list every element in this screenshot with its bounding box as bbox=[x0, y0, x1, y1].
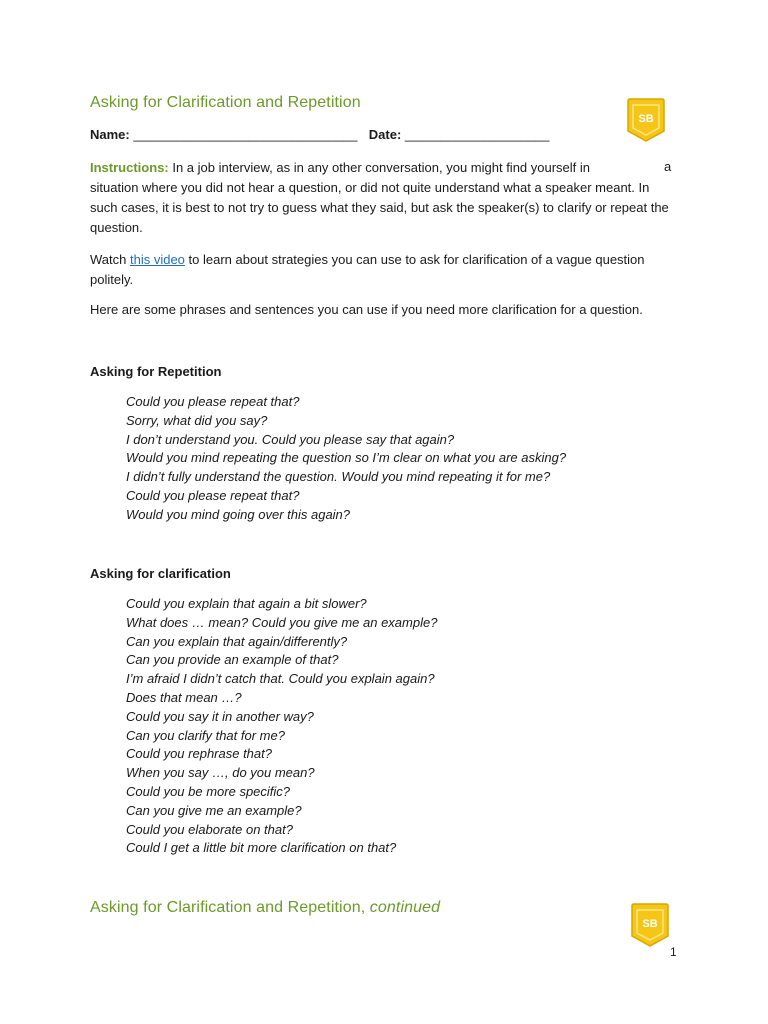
list-item: Does that mean …? bbox=[126, 689, 242, 705]
list-item: Can you clarify that for me? bbox=[126, 727, 285, 743]
instructions-line1: In a job interview, as in any other conversation, you might find yourself in bbox=[168, 160, 591, 175]
list-item: I don’t understand you. Could you please say that again? bbox=[126, 431, 455, 447]
list-item: Would you mind repeating the question so I’m clear on what you are asking? bbox=[126, 450, 567, 466]
list-item: Could you be more specific? bbox=[126, 783, 291, 799]
list-item: Could you elaborate on that? bbox=[126, 821, 293, 837]
continued-title-main: Asking for Clarification and Repetition, bbox=[90, 899, 370, 916]
list-item: Could I get a little bit more clarification on that? bbox=[126, 840, 397, 856]
badge-label: SB bbox=[638, 113, 654, 125]
sb-badge-icon bbox=[628, 902, 672, 948]
badge-label: SB bbox=[642, 918, 658, 930]
instructions-line1-end: a bbox=[664, 159, 672, 174]
list-item: When you say …, do you mean? bbox=[126, 765, 315, 781]
list-item: What does … mean? Could you give me an example? bbox=[126, 614, 438, 630]
list-item: Could you explain that again a bit slower? bbox=[126, 596, 367, 611]
clarification-heading: Asking for clarification bbox=[90, 566, 231, 581]
list-item: I’m afraid I didn’t catch that. Could you explain again? bbox=[126, 671, 435, 687]
list-item: Can you provide an example of that? bbox=[126, 652, 339, 668]
sb-badge-icon bbox=[624, 97, 668, 143]
list-item: Could you please repeat that? bbox=[126, 394, 300, 409]
clarification-list bbox=[126, 595, 437, 858]
list-item: Could you please repeat that? bbox=[126, 487, 300, 503]
list-item: I didn’t fully understand the question. Would you mind repeating it for me? bbox=[126, 469, 551, 485]
page-number: 1 bbox=[670, 945, 677, 959]
list-item: Sorry, what did you say? bbox=[126, 412, 268, 428]
instructions-rest: situation where you did not hear a question, or did not quite understand what a speaker meant. In such cases, it is best to not try to guess what they said, but ask the speaker(s) to clarify or repeat the question. bbox=[90, 180, 669, 235]
name-label: Name: bbox=[90, 127, 130, 142]
continued-title bbox=[90, 899, 440, 917]
list-item: Can you explain that again/differently? bbox=[126, 633, 348, 649]
list-item: Can you give me an example? bbox=[126, 802, 302, 818]
name-blank: _______________________________ bbox=[133, 127, 358, 142]
name-date-line bbox=[90, 127, 550, 142]
instructions-label: Instructions: bbox=[90, 160, 169, 175]
intro-paragraph: Here are some phrases and sentences you can use if you need more clarification for a question. bbox=[90, 302, 643, 317]
date-blank: ____________________ bbox=[404, 127, 550, 142]
page-title: Asking for Clarification and Repetition bbox=[90, 94, 361, 111]
watch-prefix: Watch bbox=[90, 252, 130, 267]
instructions-paragraph bbox=[90, 158, 680, 238]
list-item: Could you say it in another way? bbox=[126, 708, 314, 724]
repetition-heading: Asking for Repetition bbox=[90, 364, 222, 379]
list-item: Could you rephrase that? bbox=[126, 746, 272, 762]
video-link[interactable]: this video bbox=[129, 252, 185, 267]
watch-suffix: to learn about strategies you can use to ask for clarification of a vague question politely. bbox=[90, 252, 645, 287]
watch-paragraph bbox=[90, 250, 680, 290]
date-label: Date: bbox=[368, 127, 402, 142]
list-item: Would you mind going over this again? bbox=[126, 506, 351, 522]
repetition-list bbox=[126, 393, 566, 525]
continued-title-italic: continued bbox=[369, 899, 441, 916]
